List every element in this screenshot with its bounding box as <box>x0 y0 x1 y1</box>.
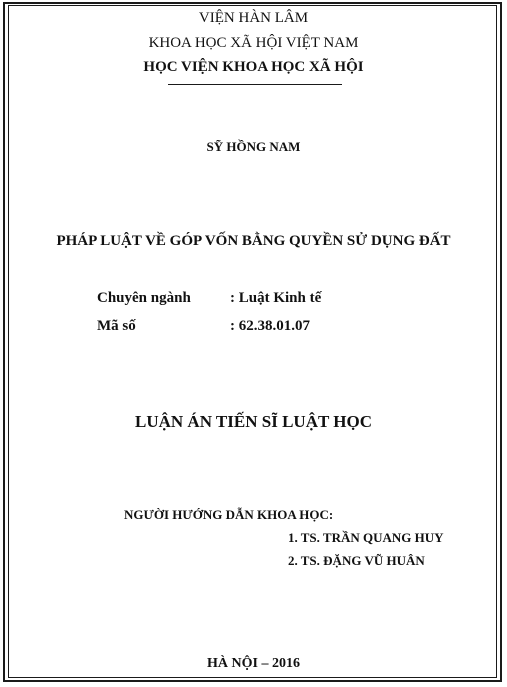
page-border-inner <box>8 5 497 678</box>
specialization-value: : Luật Kinh tế <box>230 290 322 306</box>
code-label: Mã số <box>97 318 136 334</box>
institution-line-1: VIỆN HÀN LÂM <box>198 10 309 26</box>
institution-line-2: KHOA HỌC XÃ HỘI VIỆT NAM <box>148 35 359 51</box>
place-year: HÀ NỘI – 2016 <box>207 656 300 671</box>
author-name: SỸ HỒNG NAM <box>206 139 301 154</box>
institution-line-3: HỌC VIỆN KHOA HỌC XÃ HỘI <box>143 59 364 75</box>
supervisors-heading: NGƯỜI HƯỚNG DẪN KHOA HỌC: <box>124 507 334 522</box>
code-value: : 62.38.01.07 <box>230 318 310 334</box>
header-divider <box>168 84 342 85</box>
specialization-label: Chuyên ngành <box>97 290 191 306</box>
thesis-type: LUẬN ÁN TIẾN SĨ LUẬT HỌC <box>135 412 372 431</box>
thesis-title: PHÁP LUẬT VỀ GÓP VỐN BẰNG QUYỀN SỬ DỤNG ĐẤT <box>56 233 451 249</box>
supervisor-item: 2. TS. ĐẶNG VŨ HUÂN <box>288 553 425 568</box>
supervisor-item: 1. TS. TRẦN QUANG HUY <box>288 530 444 545</box>
